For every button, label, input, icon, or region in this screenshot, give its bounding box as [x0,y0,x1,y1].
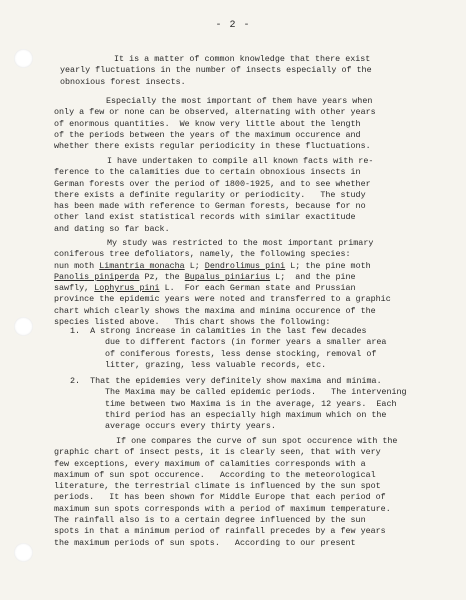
paragraph [0,376,466,432]
text-line: time between two Maxima is in the average, 12 years. Each [105,398,397,409]
text-segment: Pz, the [139,271,185,282]
text-line: It is a matter of common knowledge that there exist [114,54,371,64]
text-line: only a few or none can be observed, alternating with other years [54,107,376,118]
text-line: whether there exists regular periodicity in these fluctuations. [54,141,371,152]
paragraph [0,326,466,371]
text-segment: L; [184,260,205,271]
text-line: Especially the most important of them have years when [106,96,373,106]
text-line: The rainfall also is to a certain degree influenced by the sun [54,515,366,526]
text-line: average occurs every thirty years. [105,421,276,432]
text-line [0,272,466,283]
paragraph [0,436,466,549]
paragraph [0,54,466,88]
species-name: Lophyrus pini [94,283,160,294]
text-line: I have undertaken to compile all known facts with re- [107,156,374,166]
text-line: coniferous tree defoliators, namely, the following species: [54,249,351,260]
text-line: due to different factors (in former years a smaller area [105,337,387,348]
text-line: 1. A strong increase in calamities in the last few decades [70,326,367,336]
text-line: periods. It has been shown for Middle Europe that each period of [54,492,386,503]
species-name: Dendrolimus pini [204,260,286,271]
text-line: of coniferous forests, less dense stocking, removal of [105,348,377,359]
page-number: - 2 - [215,20,251,31]
paragraph [0,96,466,152]
text-line: literature, the terrestrial climate is influenced by the sun spot [54,481,381,492]
text-line: other land exist statistical records with similar exactitude [54,212,356,223]
species-name: Bupalus piniarius [184,271,271,282]
text-line: of enormous quantities. We know very little about the length [54,118,361,129]
text-segment: L; the pine moth [285,260,371,271]
text-line: litter, grazing, less valuable records, etc. [105,359,327,370]
text-line: obnoxious forest insects. [60,76,186,87]
text-line [0,283,466,294]
text-line: The Maxima may be called epidemic periods. The intervening [105,387,407,398]
text-line: third period has an especially high maximum which on the [105,409,387,420]
text-line: 2. That the epidemies very definitely show maxima and minima. [70,376,382,386]
text-line: province the epidemic years were noted and transferred to a graphic [54,294,391,305]
text-line: species listed above. This chart shows the following: [54,317,331,328]
text-line: and dating so far back. [54,223,170,234]
text-segment: L; and the pine [270,271,356,282]
text-line: of the periods between the years of the maximum occurence and [54,129,361,140]
paragraph [0,238,466,328]
text-segment: sawfly, [54,283,95,294]
text-line [0,261,466,272]
paragraph [0,156,466,235]
text-line: chart which clearly shows the maxima and minima occurence of the [54,305,376,316]
text-line: few exceptions, every maximum of calamities corresponds with a [54,458,366,469]
text-line: there exists a definite regularity or periodicity. The study [54,189,366,200]
text-line: maximum sun spots corresponds with a period of maximum temperature. [54,503,391,514]
text-segment: nun moth [54,260,100,271]
text-line: the maximum periods of sun spots. According to our present [54,537,356,548]
text-segment: L. For each German state and Prussian [159,283,356,294]
text-line: graphic chart of insect pests, it is clearly seen, that with very [54,447,381,458]
text-line: ference to the calamities due to certain obnoxious insects in [54,167,361,178]
text-line: maximum of sun spot occurence. According to the meteorological [54,469,376,480]
text-line: My study was restricted to the most important primary [107,238,374,248]
text-line: yearly fluctuations in the number of insects especially of the [60,65,372,76]
species-name: Limantria monacha [99,260,185,271]
text-line: has been made with reference to German forests, because for no [54,201,366,212]
text-line: German forests over the period of 1800-1925, and to see whether [54,178,371,189]
species-name: Panolis piniperda [54,271,140,282]
text-line: spots in that a minimum period of rainfall precedes by a few years [54,526,386,537]
text-line: If one compares the curve of sun spot occurence with the [116,436,398,446]
